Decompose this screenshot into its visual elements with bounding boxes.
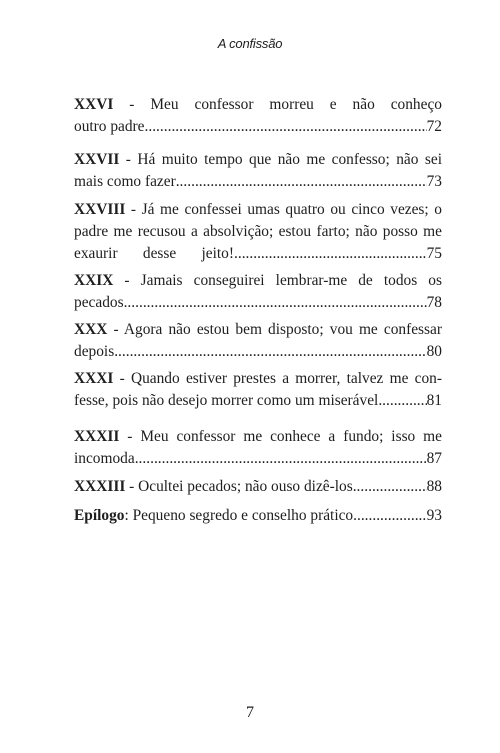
entry-title-line — [74, 149, 442, 171]
entry-title-last — [74, 390, 378, 412]
entry-last-line — [74, 505, 442, 527]
entry-title-text: Agora não estou bem disposto; vou me confessar — [123, 321, 442, 338]
entry-page-number: 80 — [426, 343, 442, 360]
dot-leader — [135, 448, 427, 470]
dot-leader — [124, 292, 427, 314]
entry-title-last — [74, 116, 145, 138]
entry-title-line — [74, 94, 442, 116]
entry-numeral: XXX — [74, 321, 108, 338]
running-head: A confissão — [217, 36, 283, 51]
entry-page-number: 72 — [426, 118, 442, 135]
entry-title-text: Quando estiver prestes a morrer, talvez me con- — [130, 370, 442, 387]
entry-title-word: desse — [142, 245, 177, 262]
entry-last-line — [74, 390, 442, 412]
entry-title-text: Jamais conseguirei lembrar-me de todos os — [140, 272, 442, 289]
entry-title-text: Meu confessor morreu e não conheço — [150, 96, 442, 113]
entry-title-line — [74, 270, 442, 292]
entry-title-last — [74, 448, 135, 470]
entry-page-number: 93 — [426, 507, 442, 524]
entry-page-number: 75 — [426, 245, 442, 262]
entry-numeral: Epílogo — [74, 507, 125, 524]
entry-title-text: mais como fazer — [74, 173, 176, 190]
entry-title-text: fesse, pois não desejo morrer como um miserável — [74, 392, 379, 409]
dot-leader — [145, 116, 427, 138]
dot-leader — [378, 390, 426, 412]
entry-last-line — [74, 448, 442, 470]
entry-numeral: XXVII — [74, 151, 120, 168]
entry-last-line — [74, 171, 442, 193]
entry-separator: - — [125, 201, 142, 218]
entry-title-line — [74, 426, 442, 448]
entry-page-number: 78 — [426, 294, 442, 311]
entry-title-last — [74, 292, 124, 314]
toc-entry[interactable] — [74, 199, 442, 265]
entry-title-last — [74, 243, 234, 265]
entry-title-last — [74, 171, 176, 193]
toc-entry[interactable] — [74, 426, 442, 470]
dot-leader — [234, 243, 427, 265]
entry-last-line — [74, 341, 442, 363]
entry-title-text: incomoda — [74, 450, 135, 467]
entry-separator: : — [124, 507, 133, 524]
entry-page-number: 87 — [426, 450, 442, 467]
toc-entry[interactable] — [74, 368, 442, 412]
entry-title-text: outro padre — [74, 118, 145, 135]
entry-title-text: Pequeno segredo e conselho prático — [132, 507, 354, 524]
dot-leader — [353, 505, 426, 527]
entry-title-line — [74, 221, 442, 243]
dot-leader — [176, 171, 427, 193]
toc-entry[interactable] — [74, 319, 442, 363]
entry-title-line — [74, 199, 442, 221]
entry-title-last — [74, 505, 353, 527]
entry-last-line — [74, 476, 442, 498]
entry-title-text: depois — [74, 343, 115, 360]
entry-separator: - — [119, 428, 141, 445]
toc-entry[interactable] — [74, 505, 442, 527]
table-of-contents — [74, 94, 442, 527]
dot-leader — [353, 476, 427, 498]
entry-separator: - — [107, 321, 124, 338]
toc-entry[interactable] — [74, 476, 442, 498]
entry-title-text: pecados — [74, 294, 124, 311]
entry-title-word: jeito! — [201, 245, 234, 262]
entry-separator: - — [113, 272, 141, 289]
entry-separator: - — [125, 478, 139, 495]
entry-separator: - — [119, 151, 138, 168]
page-number: 7 — [246, 704, 254, 721]
entry-title-text: Ocultei pecados; não ouso dizê-los — [138, 478, 353, 495]
entry-last-line — [74, 116, 442, 138]
entry-numeral: XXXII — [74, 428, 120, 445]
entry-separator: - — [113, 96, 151, 113]
entry-numeral: XXVI — [74, 96, 114, 113]
toc-entry[interactable] — [74, 149, 442, 193]
toc-entry[interactable] — [74, 270, 442, 314]
entry-title-text: Já me confessei umas quatro ou cinco vezes; o — [141, 201, 442, 218]
entry-numeral: XXVIII — [74, 201, 126, 218]
entry-separator: - — [113, 370, 131, 387]
entry-title-line — [74, 368, 442, 390]
entry-title-word: exaurir — [74, 245, 118, 262]
dot-leader — [114, 341, 426, 363]
entry-title-text: padre me recusou a absolvição; estou farto; não posso me — [74, 223, 442, 240]
entry-page-number: 81 — [426, 392, 442, 409]
entry-title-line — [74, 319, 442, 341]
entry-title-last — [74, 341, 114, 363]
entry-title-text: Há muito tempo que não me confesso; não sei — [137, 151, 442, 168]
entry-page-number: 88 — [426, 478, 442, 495]
entry-last-line — [74, 292, 442, 314]
entry-numeral: XXXIII — [74, 478, 126, 495]
entry-numeral: XXXI — [74, 370, 114, 387]
entry-page-number: 73 — [426, 173, 442, 190]
toc-entry[interactable] — [74, 94, 442, 138]
entry-last-line — [74, 243, 442, 265]
entry-title-last — [74, 476, 353, 498]
entry-numeral: XXIX — [74, 272, 114, 289]
entry-title-text: Meu confessor me conhece a fundo; isso me — [140, 428, 442, 445]
